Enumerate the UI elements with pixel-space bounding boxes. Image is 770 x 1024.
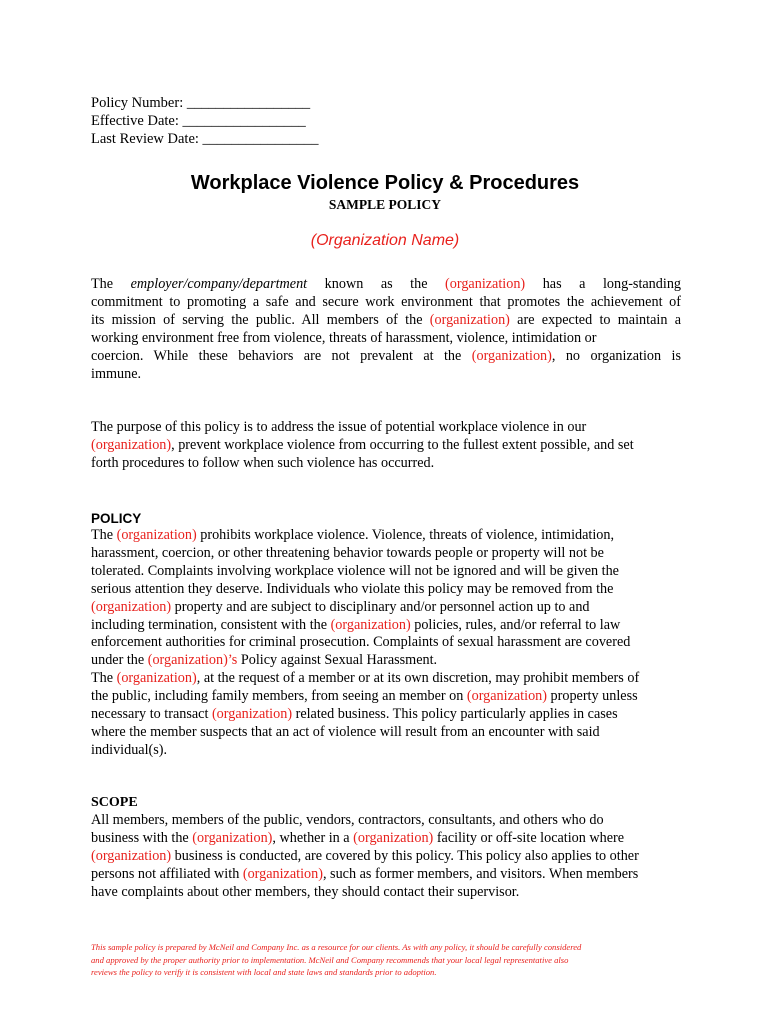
text-line: The purpose of this policy is to address the issue of potential workplace violence in our: [91, 419, 587, 435]
text-line: immune.: [91, 365, 142, 382]
policy-paragraph: [91, 527, 681, 760]
text-line: All members, members of the public, vendors, contractors, consultants, and others who do: [91, 812, 604, 828]
effective-date-field: Effective Date: _________________: [91, 113, 306, 129]
text-line: have complaints about other members, they should contact their supervisor.: [91, 883, 520, 900]
disclaimer-line: reviews the policy to verify it is consistent with local and state laws and standards prior to adoption.: [91, 967, 437, 977]
text-line: its mission of serving the public. All members of the (organization) are expected to maintain a: [91, 311, 681, 328]
text-line: the public, including family members, from seeing an member on (organization) property unless: [91, 688, 638, 705]
organization-name-placeholder: (Organization Name): [310, 232, 460, 249]
policy-number-field: Policy Number: _________________: [91, 95, 311, 111]
document-subtitle: SAMPLE POLICY: [328, 197, 442, 212]
text-line: harassment, coercion, or other threatening behavior towards people or property will not be: [91, 544, 604, 561]
text-line: including termination, consistent with the (organization) policies, rules, and/or referral to law: [91, 616, 621, 633]
text-line: commitment to promoting a safe and secure work environment that promotes the achievement of: [91, 293, 681, 310]
text-line: The (organization), at the request of a member or at its own discretion, may prohibit members of: [91, 670, 640, 687]
policy-metadata: [91, 94, 319, 148]
text-line: (organization) property and are subject to disciplinary and/or personnel action up to and: [91, 598, 590, 615]
text-line: enforcement authorities for criminal prosecution. Complaints of sexual harassment are covered: [91, 634, 631, 651]
text-line: serious attention they deserve. Individuals who violate this policy may be removed from the: [91, 580, 614, 597]
last-review-date-field: Last Review Date: ________________: [91, 131, 319, 147]
text-line: forth procedures to follow when such violence has occurred.: [91, 454, 435, 471]
scope-heading: SCOPE: [91, 795, 138, 810]
text-line: coercion. While these behaviors are not prevalent at the (organization), no organization is: [91, 347, 681, 364]
scope-paragraph: [91, 812, 681, 902]
text-line: under the (organization)’s Policy against Sexual Harassment.: [91, 652, 438, 669]
text-line: (organization), prevent workplace violence from occurring to the fullest extent possible, and set: [91, 436, 634, 453]
text-line: necessary to transact (organization) related business. This policy particularly applies in cases: [91, 706, 618, 723]
text-line: where the member suspects that an act of violence will result from an encounter with said: [91, 723, 600, 740]
text-line: The employer/company/department known as the (organization) has a long-standing: [91, 276, 682, 292]
disclaimer-line: This sample policy is prepared by McNeil and Company Inc. as a resource for our clients. As with any policy, it should be carefully considered: [91, 942, 582, 952]
intro-paragraph: [91, 276, 681, 383]
text-line: persons not affiliated with (organization), such as former members, and visitors. When members: [91, 865, 639, 882]
document-title: Workplace Violence Policy & Procedures: [190, 172, 580, 194]
text-line: (organization) business is conducted, are covered by this policy. This policy also applies to other: [91, 847, 639, 864]
text-line: tolerated. Complaints involving workplace violence will not be ignored and will be given the: [91, 562, 619, 579]
text-line: working environment free from violence, threats of harassment, violence, intimidation or: [91, 329, 597, 346]
text-line: individual(s).: [91, 741, 168, 758]
policy-heading: POLICY: [91, 511, 142, 526]
text-line: business with the (organization), whether in a (organization) facility or off-site location where: [91, 829, 625, 846]
purpose-paragraph: [91, 419, 681, 473]
disclaimer-line: and approved by the proper authority prior to implementation. McNeil and Company recommends that your local legal representative also: [91, 954, 569, 965]
text-line: The (organization) prohibits workplace violence. Violence, threats of violence, intimidation,: [91, 527, 615, 543]
disclaimer-footer: [91, 941, 681, 979]
